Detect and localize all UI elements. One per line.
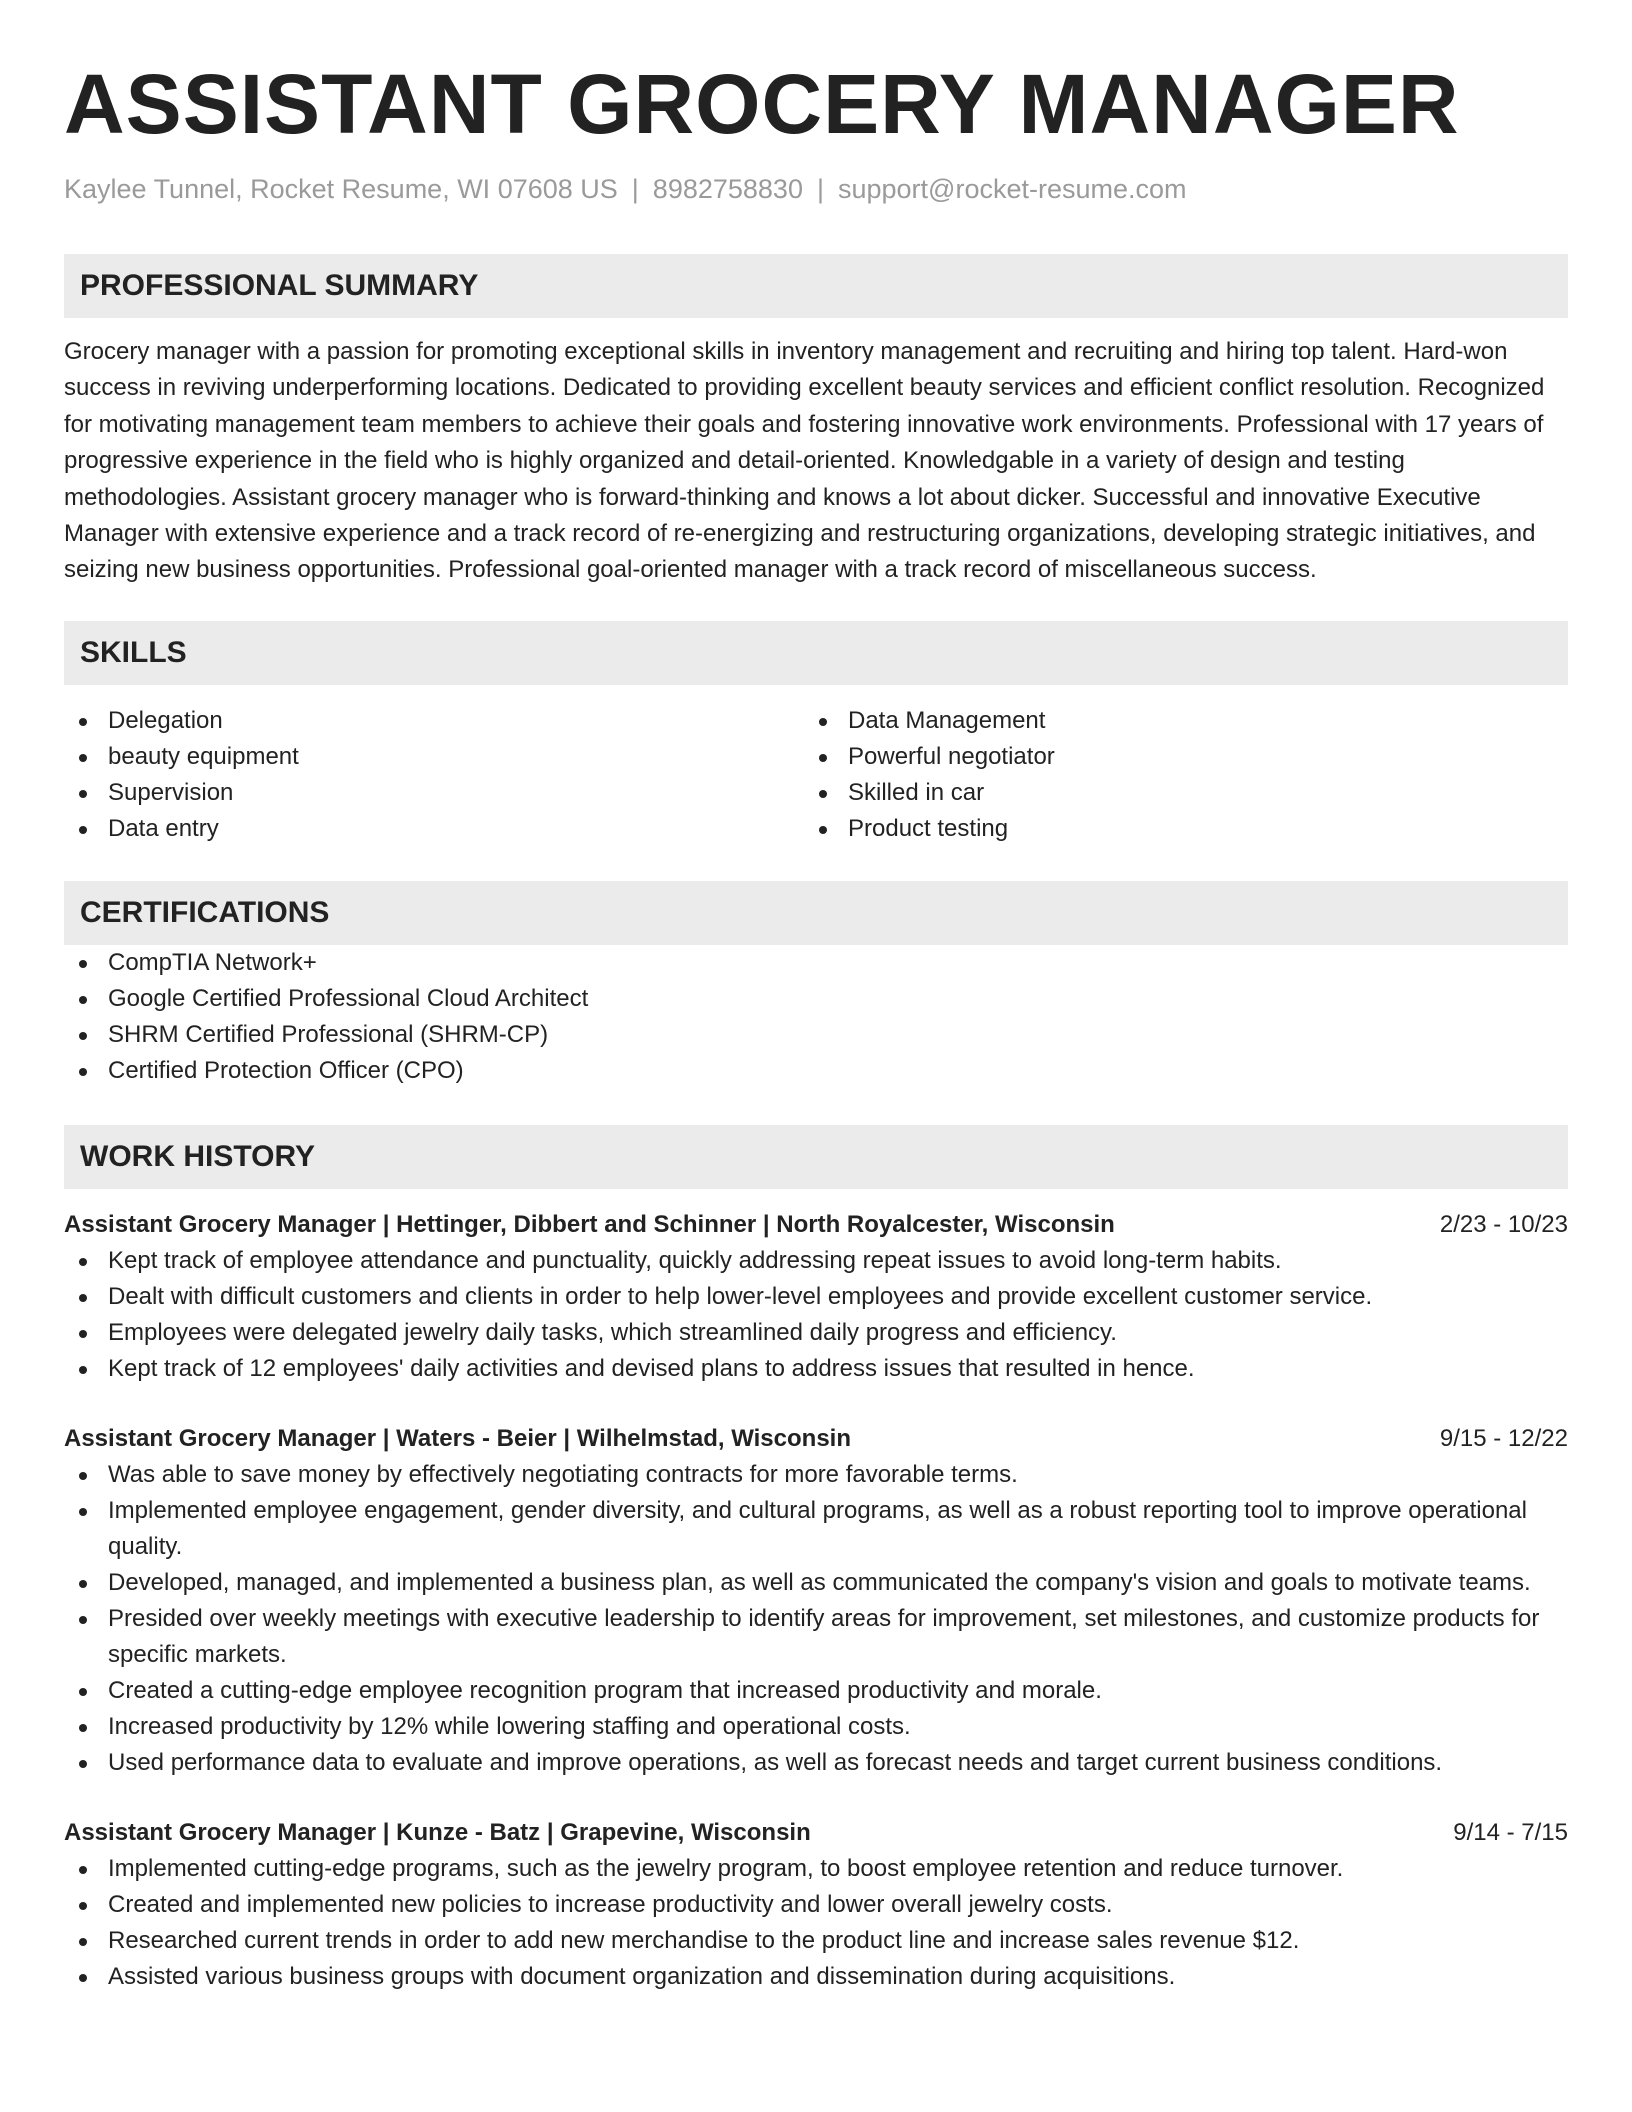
skills-list-right xyxy=(804,703,1544,847)
list-item xyxy=(64,1601,1568,1673)
job-bullet-text: Implemented employee engagement, gender diversity, and cultural programs, as well as a robust reporting tool to improve operational quality. xyxy=(108,1496,1527,1560)
job-dates: 9/15 - 12/22 xyxy=(1439,1424,1568,1452)
list-item xyxy=(64,1887,1568,1923)
list-item xyxy=(64,1851,1568,1887)
bullet-icon xyxy=(79,1866,87,1874)
bullet-icon xyxy=(819,718,827,726)
job-entry xyxy=(64,1815,1568,1995)
job-bullet-text: Researched current trends in order to add new merchandise to the product line and increase sales revenue $12. xyxy=(108,1926,1300,1954)
job-bullet-text: Dealt with difficult customers and clients in order to help lower-level employees and provide excellent customer service. xyxy=(108,1282,1373,1310)
skill-label: Powerful negotiator xyxy=(848,742,1055,770)
bullet-icon xyxy=(79,1974,87,1982)
bullet-icon xyxy=(79,1068,87,1076)
job-bullets xyxy=(64,1851,1568,1995)
job-header xyxy=(64,1207,1568,1243)
skills-list-left xyxy=(64,703,804,847)
bullet-icon xyxy=(819,754,827,762)
list-item xyxy=(64,1709,1568,1745)
job-title: Assistant Grocery Manager | Kunze - Batz | Grapevine, Wisconsin xyxy=(64,1818,811,1846)
job-dates: 9/14 - 7/15 xyxy=(1453,1818,1568,1846)
bullet-icon xyxy=(79,1258,87,1266)
list-item xyxy=(64,981,1568,1017)
bullet-icon xyxy=(79,1032,87,1040)
bullet-icon xyxy=(79,1724,87,1732)
bullet-icon xyxy=(79,1330,87,1338)
job-bullet-text: Assisted various business groups with document organization and dissemination during acquisitions. xyxy=(108,1962,1176,1990)
list-item xyxy=(64,1745,1568,1781)
job-bullet-text: Employees were delegated jewelry daily tasks, which streamlined daily progress and efficiency. xyxy=(108,1318,1117,1346)
job-entry xyxy=(64,1421,1568,1781)
list-item xyxy=(64,1279,1568,1315)
bullet-icon xyxy=(79,1472,87,1480)
bullet-icon xyxy=(79,1760,87,1768)
skill-label: Skilled in car xyxy=(848,778,985,806)
contact-line xyxy=(64,172,1568,206)
job-bullet-text: Kept track of 12 employees' daily activities and devised plans to address issues that resulted in hence. xyxy=(108,1354,1195,1382)
section-header-skills: SKILLS xyxy=(64,621,1568,685)
job-title: Assistant Grocery Manager | Waters - Beier | Wilhelmstad, Wisconsin xyxy=(64,1424,851,1452)
list-item xyxy=(64,945,1568,981)
skill-label: beauty equipment xyxy=(108,742,299,770)
bullet-icon xyxy=(819,790,827,798)
bullet-icon xyxy=(79,1366,87,1374)
job-bullet-text: Kept track of employee attendance and punctuality, quickly addressing repeat issues to avoid long-term habits. xyxy=(108,1246,1282,1274)
skills-column-right xyxy=(804,703,1544,847)
contact-email: support@rocket-resume.com xyxy=(837,174,1187,204)
job-bullet-text: Used performance data to evaluate and improve operations, as well as forecast needs and target current business conditions. xyxy=(108,1748,1443,1776)
job-entry xyxy=(64,1207,1568,1387)
bullet-icon xyxy=(79,996,87,1004)
certification-label: Certified Protection Officer (CPO) xyxy=(108,1056,464,1084)
list-item xyxy=(804,739,1544,775)
list-item xyxy=(64,1493,1568,1565)
list-item xyxy=(64,1315,1568,1351)
contact-address: Kaylee Tunnel, Rocket Resume, WI 07608 US xyxy=(64,174,618,204)
section-header-work-history: WORK HISTORY xyxy=(64,1125,1568,1189)
list-item xyxy=(64,1017,1568,1053)
resume-title: ASSISTANT GROCERY MANAGER xyxy=(64,57,1460,151)
list-item xyxy=(64,1673,1568,1709)
certifications-list xyxy=(64,945,1568,1089)
bullet-icon xyxy=(79,790,87,798)
certification-label: Google Certified Professional Cloud Architect xyxy=(108,984,589,1012)
skill-label: Data entry xyxy=(108,814,219,842)
bullet-icon xyxy=(79,718,87,726)
job-header xyxy=(64,1815,1568,1851)
list-item xyxy=(64,1053,1568,1089)
bullet-icon xyxy=(79,1688,87,1696)
list-item xyxy=(64,1959,1568,1995)
bullet-icon xyxy=(819,826,827,834)
bullet-icon xyxy=(79,754,87,762)
job-bullets xyxy=(64,1243,1568,1387)
bullet-icon xyxy=(79,1580,87,1588)
bullet-icon xyxy=(79,1938,87,1946)
list-item xyxy=(804,703,1544,739)
bullet-icon xyxy=(79,826,87,834)
summary-text: Grocery manager with a passion for promoting exceptional skills in inventory management and recruiting and hiring top talent. Hard-won success in reviving underperforming locations. Dedicated to providing excellent beauty services and efficient conflict resolution. Recognized for motivating management team members to achieve their goals and fostering innovative work environments. Professional with 17 years of progressive experience in the field who is highly organized and detail-oriented. Knowledgable in a variety of design and testing methodologies. Assistant grocery manager who is forward-thinking and knows a lot about dicker. Successful and innovative Executive Manager with extensive experience and a track record of re-energizing and restructuring organizations, developing strategic initiatives, and seizing new business opportunities. Professional goal-oriented manager with a track record of miscellaneous success. xyxy=(64,338,1545,584)
list-item xyxy=(64,739,804,775)
job-dates: 2/23 - 10/23 xyxy=(1439,1210,1568,1238)
skill-label: Delegation xyxy=(108,706,223,734)
contact-separator: | xyxy=(816,174,824,204)
list-item xyxy=(64,1565,1568,1601)
bullet-icon xyxy=(79,1616,87,1624)
list-item xyxy=(804,811,1544,847)
certification-label: SHRM Certified Professional (SHRM-CP) xyxy=(108,1020,549,1048)
bullet-icon xyxy=(79,1902,87,1910)
list-item xyxy=(64,1923,1568,1959)
job-title: Assistant Grocery Manager | Hettinger, Dibbert and Schinner | North Royalcester, Wisconsin xyxy=(64,1210,1115,1238)
job-bullet-text: Developed, managed, and implemented a business plan, as well as communicated the company's vision and goals to motivate teams. xyxy=(108,1568,1531,1596)
certification-label: CompTIA Network+ xyxy=(108,948,317,976)
list-item xyxy=(64,1351,1568,1387)
contact-phone: 8982758830 xyxy=(652,174,803,204)
bullet-icon xyxy=(79,960,87,968)
bullet-icon xyxy=(79,1508,87,1516)
job-bullet-text: Created and implemented new policies to increase productivity and lower overall jewelry costs. xyxy=(108,1890,1113,1918)
job-bullet-text: Was able to save money by effectively negotiating contracts for more favorable terms. xyxy=(108,1460,1018,1488)
skill-label: Product testing xyxy=(848,814,1009,842)
list-item xyxy=(64,811,804,847)
list-item xyxy=(64,775,804,811)
list-item xyxy=(64,703,804,739)
job-bullet-text: Increased productivity by 12% while lowering staffing and operational costs. xyxy=(108,1712,911,1740)
skill-label: Data Management xyxy=(848,706,1046,734)
contact-separator: | xyxy=(631,174,639,204)
bullet-icon xyxy=(79,1294,87,1302)
skills-column-left xyxy=(64,703,804,847)
section-header-summary: PROFESSIONAL SUMMARY xyxy=(64,254,1568,318)
job-bullet-text: Presided over weekly meetings with executive leadership to identify areas for improvement, set milestones, and customize products for specific markets. xyxy=(108,1604,1540,1668)
list-item xyxy=(64,1457,1568,1493)
job-header xyxy=(64,1421,1568,1457)
list-item xyxy=(804,775,1544,811)
job-bullets xyxy=(64,1457,1568,1781)
list-item xyxy=(64,1243,1568,1279)
skill-label: Supervision xyxy=(108,778,234,806)
job-bullet-text: Created a cutting-edge employee recognition program that increased productivity and morale. xyxy=(108,1676,1102,1704)
skills-grid xyxy=(64,703,1568,847)
job-bullet-text: Implemented cutting-edge programs, such as the jewelry program, to boost employee retention and reduce turnover. xyxy=(108,1854,1344,1882)
section-header-certifications: CERTIFICATIONS xyxy=(64,881,1568,945)
